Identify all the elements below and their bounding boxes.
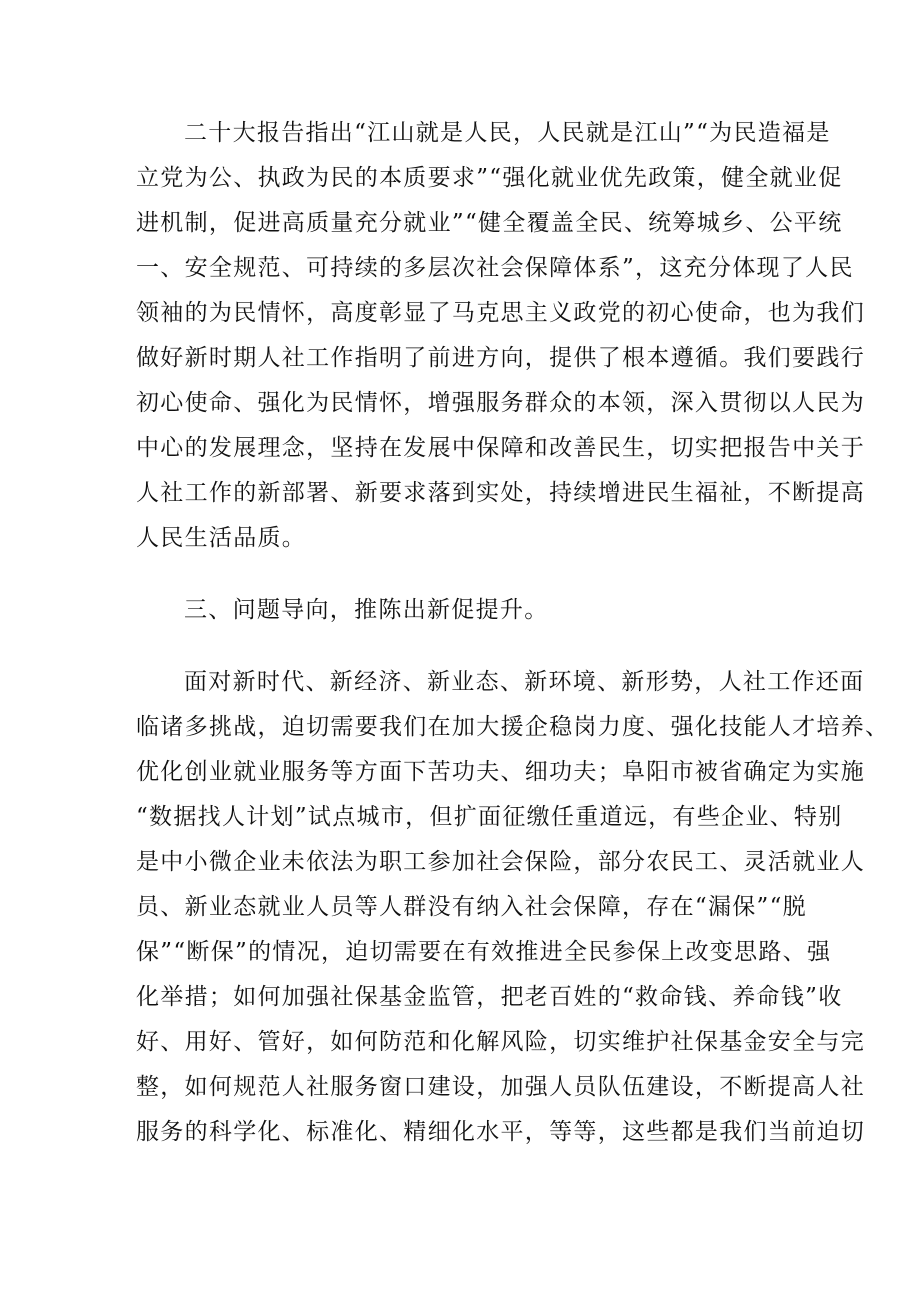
paragraph-2-line-4: “数据找人计划”试点城市，但扩面征缴任重道远，有些企业、特别 [136,804,843,830]
paragraph-2-line-9: 好、用好、管好，如何防范和化解风险，切实维护社保基金安全与完 [136,1029,865,1055]
paragraph-1-line-1: 二十大报告指出“江山就是人民，人民就是江山”“为民造福是 [184,120,831,146]
paragraph-1-line-5: 领袖的为民情怀，高度彰显了马克思主义政党的初心使命，也为我们 [136,300,865,326]
paragraph-2-line-1: 面对新时代、新经济、新业态、新环境、新形势，人社工作还面 [184,669,865,695]
paragraph-1-line-8: 中心的发展理念，坚持在发展中保障和改善民生，切实把报告中关于 [136,435,865,461]
paragraph-1-line-3: 进机制，促进高质量充分就业”“健全覆盖全民、统筹城乡、公平统 [136,210,843,236]
paragraph-1-line-10: 人民生活品质。 [136,525,307,551]
paragraph-2-line-10: 整，如何规范人社服务窗口建设，加强人员队伍建设，不断提高人社 [136,1074,865,1100]
paragraph-2-line-6: 员、新业态就业人员等人群没有纳入社会保障，存在“漏保”“脱 [136,894,807,920]
paragraph-2-line-5: 是中小微企业未依法为职工参加社会保险，部分农民工、灵活就业人 [136,849,865,875]
paragraph-2-line-8: 化举措；如何加强社保基金监管，把老百姓的“救命钱、养命钱”收 [136,984,843,1010]
section-heading-3: 三、问题导向，推陈出新促提升。 [184,597,549,623]
paragraph-2-line-11: 服务的科学化、标准化、精细化水平，等等，这些都是我们当前迫切 [136,1119,865,1145]
paragraph-1-line-6: 做好新时期人社工作指明了前进方向，提供了根本遵循。我们要践行 [136,345,865,371]
paragraph-1-line-7: 初心使命、强化为民情怀，增强服务群众的本领，深入贯彻以人民为 [136,390,865,416]
paragraph-2-line-7: 保”“断保”的情况，迫切需要在有效推进全民参保上改变思路、强 [136,939,832,965]
paragraph-2-line-3: 优化创业就业服务等方面下苦功夫、细功夫；阜阳市被省确定为实施 [136,759,865,785]
paragraph-1-line-4: 一、安全规范、可持续的多层次社会保障体系”，这充分体现了人民 [136,255,854,281]
paragraph-1-line-9: 人社工作的新部署、新要求落到实处，持续增进民生福祉，不断提高 [136,480,865,506]
paragraph-2-line-2: 临诸多挑战，迫切需要我们在加大援企稳岗力度、强化技能人才培养、 [136,714,890,740]
paragraph-1-line-2: 立党为公、执政为民的本质要求”“强化就业优先政策，健全就业促 [136,165,843,191]
